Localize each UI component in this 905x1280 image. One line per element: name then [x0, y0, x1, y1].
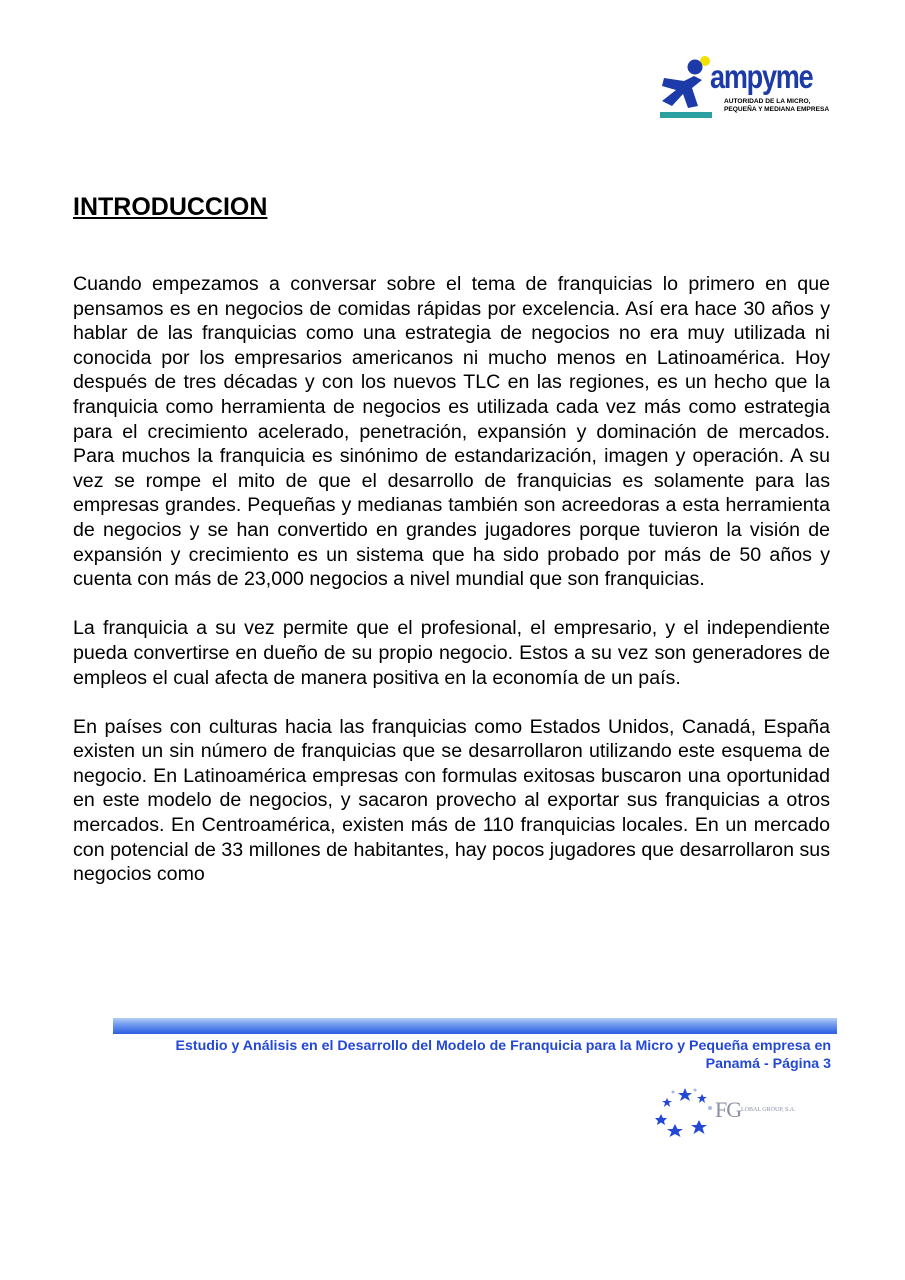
- footer-line-2: Panamá - Página 3: [705, 1056, 831, 1072]
- footer-bar: [113, 1018, 837, 1034]
- ampyme-logo: [658, 54, 830, 124]
- paragraph-2: La franquicia a su vez permite que el profesional, el empresario, y el independiente pueda convertirse en dueño de su propio negocio. Estos a su vez son generadores de empleos el cual afecta de manera positiva en la economía de un país.: [73, 617, 830, 689]
- stars-ring-icon: [655, 1086, 717, 1138]
- ampyme-wordmark: ampyme: [710, 58, 813, 95]
- paragraph-3: En países con culturas hacia las franquicias como Estados Unidos, Canadá, España existen un sin número de franquicias que se desarrollaron utilizando este esquema de negocio. En Latinoamérica empresas con formulas exitosas buscaron una oportunidad en este modelo de negocios, y sacaron provecho al exportar sus franquicias a otros mercados. En Centroamérica, existen más de 110 franquicias locales. En un mercado con potencial de 33 millones de habitantes, hay pocos jugadores que desarrollaron sus negocios como: [73, 715, 830, 886]
- body-text: [73, 272, 830, 911]
- ampyme-subtitle-line2: PEQUEÑA Y MEDIANA EMPRESA: [724, 106, 830, 113]
- paragraph-1: Cuando empezamos a conversar sobre el tema de franquicias lo primero en que pensamos es en negocios de comidas rápidas por excelencia. Así era hace 30 años y hablar de las franquicias como una estrategia de negocios no era muy utilizada ni conocida por los empresarios americanos ni mucho menos en Latinoamérica. Hoy después de tres décadas y con los nuevos TLC en las regiones, es un hecho que la franquicia como herramienta de negocios es utilizada cada vez más como estrategia para el crecimiento acelerado, penetración, expansión y dominación de mercados. Para muchos la franquicia es sinónimo de estandarización, imagen y operación. A su vez se rompe el mito de que el desarrollo de franquicias es solamente para las empresas grandes. Pequeñas y medianas también son acreedoras a esta herramienta de negocios y se han convertido en grandes jugadores porque tuvieron la visión de expansión y crecimiento es un sistema que ha sido probado por más de 50 años y cuenta con más de 23,000 negocios a nivel mundial que son franquicias.: [73, 273, 830, 591]
- fg-company-text: LOBAL GROUP, S.A.: [741, 1107, 796, 1113]
- page-title: INTRODUCCION: [73, 193, 268, 221]
- footer-caption: [120, 1037, 831, 1073]
- fg-letters: FG: [715, 1097, 742, 1122]
- ampyme-figure-icon: [658, 54, 718, 124]
- footer-line-1: Estudio y Análisis en el Desarrollo del Modelo de Franquicia para la Micro y Pequeña empresa en: [175, 1038, 831, 1054]
- fg-global-group-logo: [655, 1086, 820, 1138]
- ampyme-subtitle: [724, 98, 829, 114]
- ampyme-subtitle-line1: AUTORIDAD DE LA MICRO,: [724, 98, 811, 105]
